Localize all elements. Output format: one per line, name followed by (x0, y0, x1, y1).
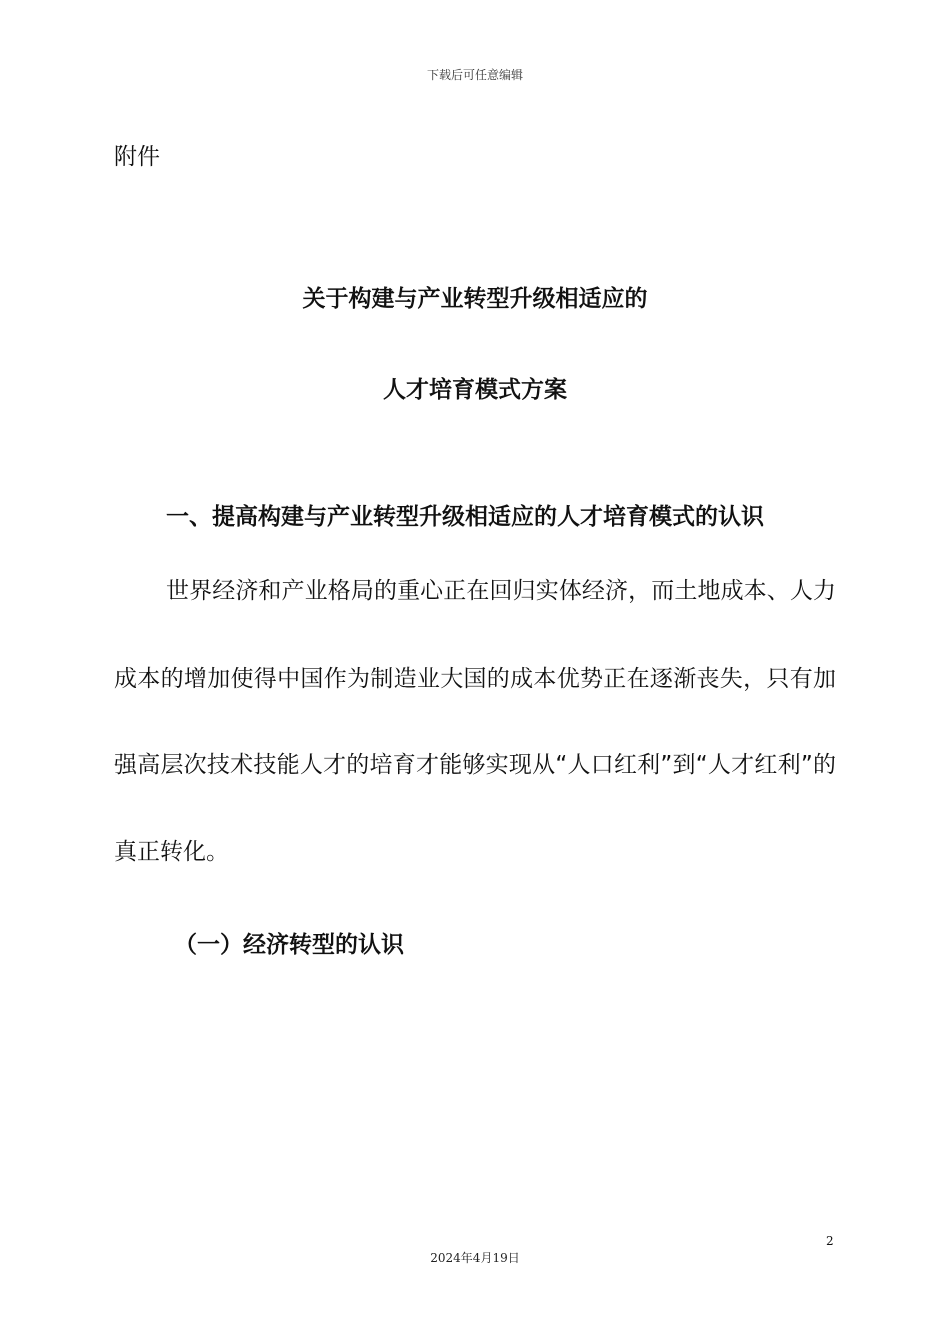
section-heading: 一、提高构建与产业转型升级相适应的人才培育模式的认识 (166, 504, 764, 530)
subsection-heading: （一）经济转型的认识 (174, 932, 404, 958)
attachment-label: 附件 (114, 144, 160, 170)
paragraph-line: 成本的增加使得中国作为制造业大国的成本优势正在逐渐丧失，只有加 (114, 666, 836, 692)
paragraph-line: 世界经济和产业格局的重心正在回归实体经济，而土地成本、人力 (166, 578, 836, 604)
document-title-line-1: 关于构建与产业转型升级相适应的 (302, 286, 648, 312)
header-note: 下载后可任意编辑 (426, 68, 523, 82)
footer-date: 2024年4月19日 (430, 1251, 520, 1265)
paragraph-line: 强高层次技术技能人才的培育才能够实现从“人口红利”到“人才红利”的 (114, 752, 836, 778)
paragraph-line: 真正转化。 (114, 839, 229, 865)
page-number: 2 (826, 1234, 834, 1248)
document-title-line-2: 人才培育模式方案 (383, 377, 567, 403)
